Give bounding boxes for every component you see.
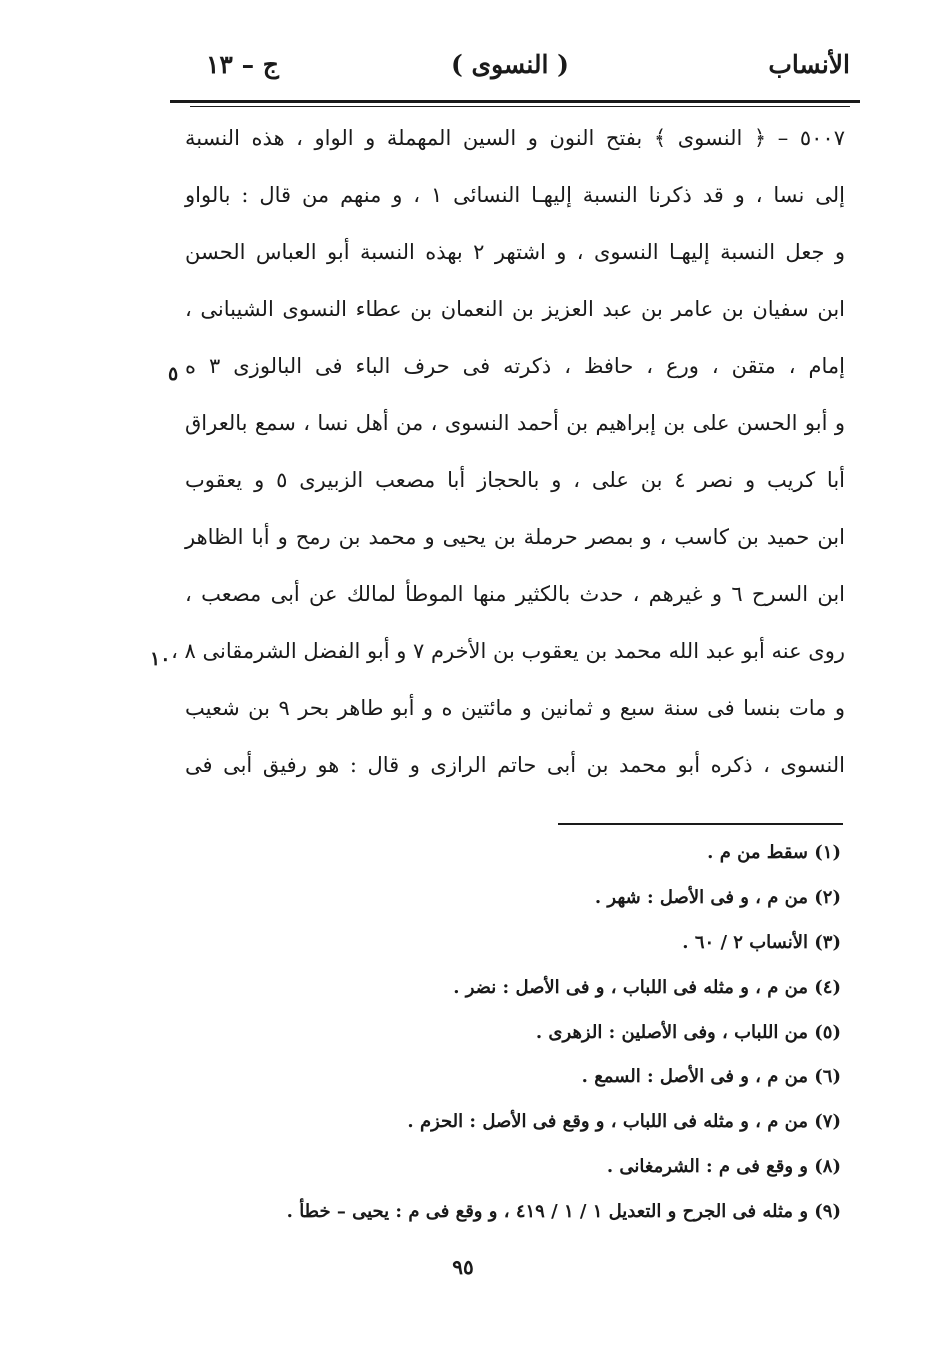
line-number-10: ١٠ — [150, 648, 171, 670]
footnote: (٤) من م ، و مثله فى اللباب ، و فى الأصل : نضر . — [453, 977, 841, 998]
header-book-title: الأنساب — [768, 50, 850, 79]
text-line: روى عنه أبو عبد الله محمد بن يعقوب بن الأخرم ٧ و أبو الفضل الشرمقانى ٨ ، — [171, 639, 845, 663]
footnote: (٢) من م ، و فى الأصل : شهر . — [594, 887, 841, 908]
text-line: ابن سفيان بن عامر بن عبد العزيز بن النعمان بن عطاء النسوى الشيبانى ، — [185, 297, 845, 321]
footnote: (٣) الأنساب ٢ / ٦٠ . — [682, 932, 841, 953]
footnote: (٧) من م ، و مثله فى اللباب ، و وقع فى الأصل : الحزم . — [407, 1111, 841, 1132]
text-line: ابن حميد بن كاسب ، و بمصر حرملة بن يحيى و محمد بن رمح و أبا الظاهر — [185, 525, 845, 549]
text-line: و أبو الحسن على بن إبراهيم بن أحمد النسوى ، من أهل نسا ، سمع بالعراق — [185, 411, 845, 435]
footnote: (٩) و مثله فى الجرح و التعديل ١ / ١ / ٤١٩ ، و وقع فى م : يحيى – خطأ . — [286, 1201, 841, 1222]
text-line: و مات بنسا فى سنة سبع و ثمانين و مائتين ه و أبو طاهر بحر ٩ بن شعيب — [185, 696, 845, 720]
text-line: إلى نسا ، و قد ذكرنا النسبة إليهـا النسائى ١ ، و منهم من قال : بالواو — [185, 183, 846, 207]
footnote: (٥) من اللباب ، وفى الأصلين : الزهرى . — [535, 1022, 841, 1043]
footnote: (٦) من م ، و فى الأصل : السمع . — [581, 1066, 841, 1087]
header-rule-thin — [190, 106, 850, 107]
text-line: و جعل النسبة إليهـا النسوى ، و اشتهر ٢ بهذه النسبة أبو العباس الحسن — [185, 240, 845, 264]
text-line: ابن السرح ٦ و غيرهم ، حدث بالكثير منها الموطأ لمالك عن أبى مصعب ، — [185, 582, 845, 606]
text-line: إمام ، متقن ، ورع ، حافظ ، ذكرته فى حرف الباء فى البالوزى ٣ ه — [185, 354, 845, 378]
text-line: النسوى ، ذكره أبو محمد بن أبى حاتم الرازى و قال : هو رفيق أبى فى — [185, 753, 845, 777]
header-entry-title: ( النسوى ) — [451, 50, 569, 79]
running-header — [170, 50, 850, 96]
footnote: (١) سقط من م . — [707, 842, 841, 863]
text-line: أبا كريب و نصر ٤ بن على ، و بالحجاز أبا مصعب الزبيرى ٥ و يعقوب — [185, 468, 845, 492]
header-volume: ج – ١٣ — [206, 50, 279, 79]
footnote: (٨) و وقع فى م : الشرمغانى . — [606, 1156, 841, 1177]
text-line: ٥٠٠٧ – ﴿ النسوى ﴾ بفتح النون و السين المهملة و الواو ، هذه النسبة — [185, 126, 845, 150]
header-rule-thick — [170, 100, 860, 103]
line-number-5: ٥ — [168, 363, 179, 385]
page-number: ٩٥ — [452, 1255, 474, 1279]
footnote-separator — [558, 823, 843, 825]
